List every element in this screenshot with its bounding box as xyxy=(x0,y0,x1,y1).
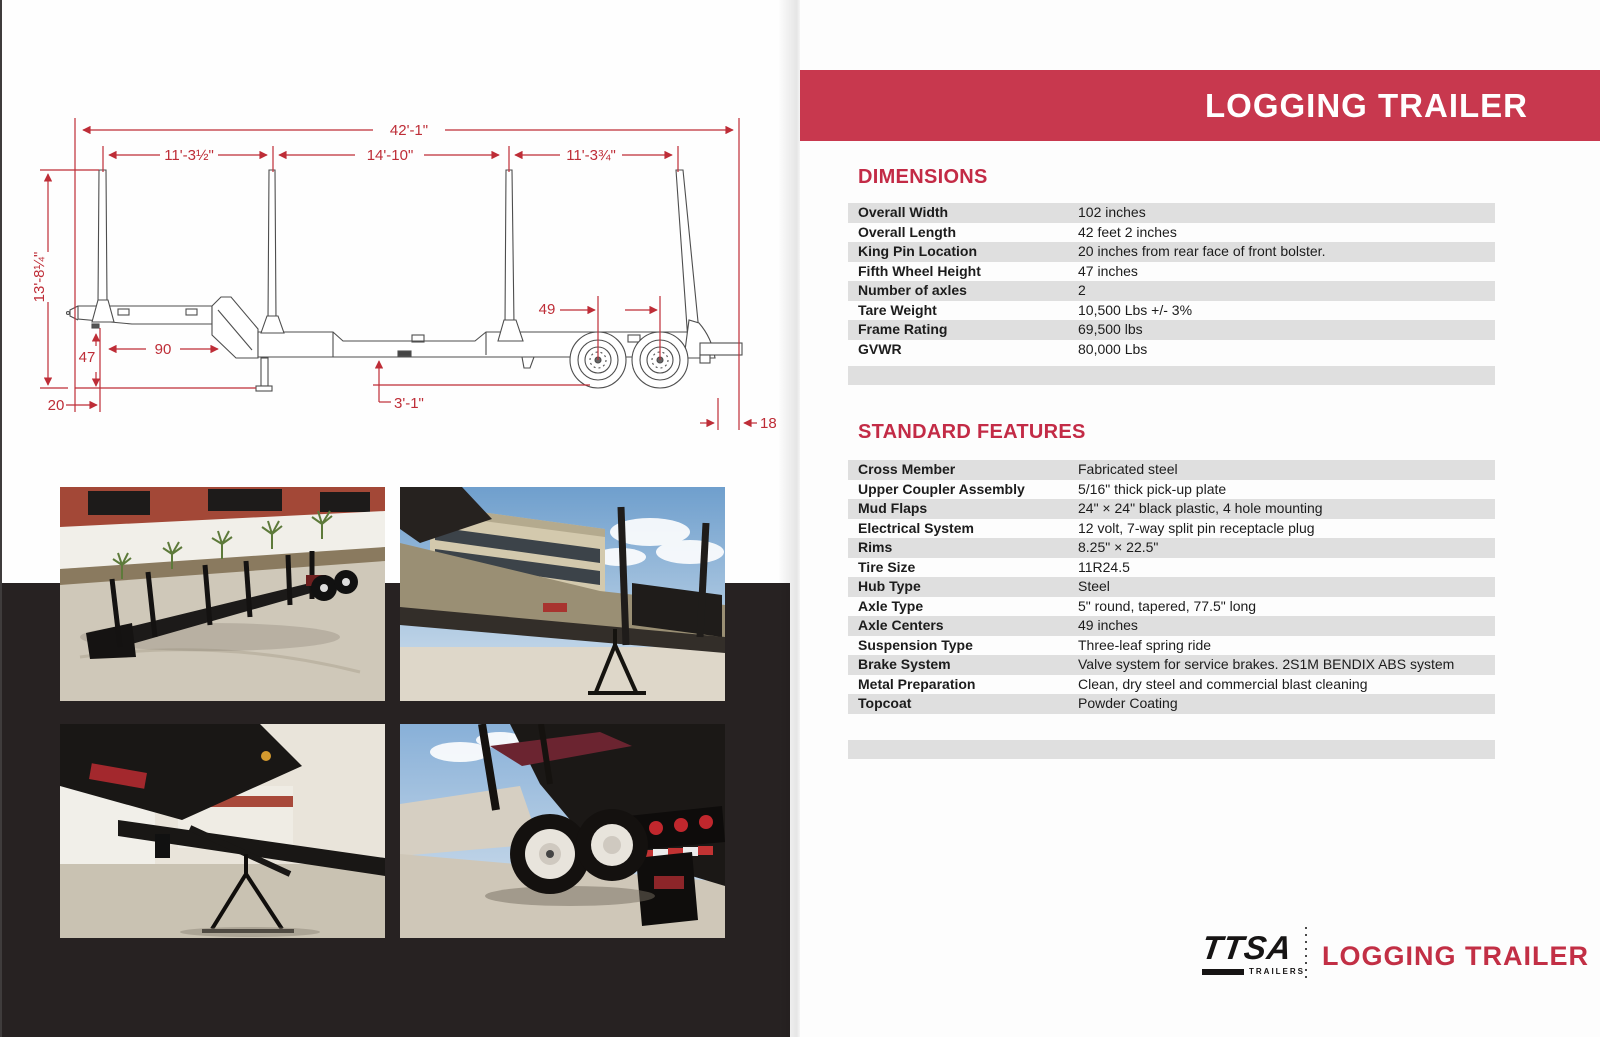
left-page xyxy=(0,0,790,1037)
spec-value: Clean, dry steel and commercial blast cleaning xyxy=(1078,675,1368,692)
table-row xyxy=(848,597,1495,617)
spec-label: Fifth Wheel Height xyxy=(858,262,981,279)
spec-value: Valve system for service brakes. 2S1M BENDIX ABS system xyxy=(1078,656,1455,672)
dim-rear-section: 11'-3¾" xyxy=(566,147,616,164)
page-title: LOGGING TRAILER xyxy=(1205,87,1528,124)
dim-49: 49 xyxy=(538,301,556,318)
spec-label: Overall Length xyxy=(858,223,957,240)
table-row xyxy=(848,558,1495,578)
spec-label: Electrical System xyxy=(858,519,974,536)
spec-label: Tare Weight xyxy=(858,301,937,318)
dim-mid-section: 14'-10" xyxy=(366,147,414,164)
table-row xyxy=(848,460,1495,480)
table-row xyxy=(848,519,1495,539)
spec-value: 49 inches xyxy=(1078,617,1138,633)
spec-label: Axle Centers xyxy=(858,617,944,633)
dimensions-table xyxy=(848,203,1495,359)
table-row xyxy=(848,242,1495,262)
spec-label: Metal Preparation xyxy=(858,675,976,692)
table-row xyxy=(848,675,1495,695)
table-row xyxy=(848,655,1495,675)
table-row xyxy=(848,538,1495,558)
spec-value: 80,000 Lbs xyxy=(1078,340,1148,357)
table-footer-bar xyxy=(848,740,1495,759)
table-row xyxy=(848,499,1495,519)
brand-wordmark: TTSA xyxy=(1199,929,1295,966)
dim-overall-height: 13'-8¼" xyxy=(31,251,48,303)
spec-value: 102 inches xyxy=(1078,204,1146,220)
photo-trailer-gooseneck-closeup xyxy=(60,724,385,938)
page-gutter-shadow xyxy=(778,0,800,1037)
table-row xyxy=(848,480,1495,500)
table-row xyxy=(848,577,1495,597)
photo-trailer-rear-wheels xyxy=(400,724,725,938)
table-row xyxy=(848,223,1495,243)
spec-value: Powder Coating xyxy=(1078,695,1178,711)
spec-value: 69,500 lbs xyxy=(1078,321,1143,337)
dim-overall-length: 42'-1" xyxy=(389,122,429,139)
dotted-divider xyxy=(1305,927,1307,982)
spec-value: Fabricated steel xyxy=(1078,461,1178,477)
spec-label: Suspension Type xyxy=(858,636,973,653)
spec-value: 10,500 Lbs +/- 3% xyxy=(1078,301,1193,318)
spec-label: Topcoat xyxy=(858,695,912,711)
page-edge-line xyxy=(0,0,2,1037)
spec-label: Overall Width xyxy=(858,204,949,220)
photo-trailer-side-low-angle xyxy=(400,487,725,701)
table-row xyxy=(848,616,1495,636)
table-row xyxy=(848,281,1495,301)
footer-product-name: LOGGING TRAILER xyxy=(1322,941,1589,971)
spec-value: 5/16" thick pick-up plate xyxy=(1078,480,1227,497)
features-heading: STANDARD FEATURES xyxy=(858,421,1086,443)
brand-subtitle: TRAILERS xyxy=(1249,967,1305,976)
features-table xyxy=(848,460,1495,714)
spec-value: 11R24.5 xyxy=(1078,558,1130,575)
title-banner xyxy=(800,70,1600,141)
spec-value: 8.25" × 22.5" xyxy=(1078,539,1159,555)
spec-value: 42 feet 2 inches xyxy=(1078,223,1177,240)
dim-front-section: 11'-3½" xyxy=(164,147,214,164)
dim-47: 47 xyxy=(78,349,96,366)
brand-logo xyxy=(1199,929,1305,976)
spec-value: 47 inches xyxy=(1078,262,1138,279)
spec-label: King Pin Location xyxy=(858,243,977,259)
spec-label: Axle Type xyxy=(858,597,924,614)
spec-value: 2 xyxy=(1078,282,1086,298)
dim-18: 18 xyxy=(760,415,777,432)
table-row xyxy=(848,340,1495,360)
spec-label: Rims xyxy=(858,539,893,555)
spec-label: Brake System xyxy=(858,656,951,672)
spec-label: GVWR xyxy=(858,340,902,357)
table-row xyxy=(848,636,1495,656)
table-row xyxy=(848,320,1495,340)
dim-90: 90 xyxy=(154,341,172,358)
spec-value: 20 inches from rear face of front bolster. xyxy=(1078,243,1326,259)
spec-label: Number of axles xyxy=(858,282,967,298)
table-footer-bar xyxy=(848,366,1495,385)
table-row xyxy=(848,262,1495,282)
table-row xyxy=(848,203,1495,223)
spec-value: 12 volt, 7-way split pin receptacle plug xyxy=(1078,519,1315,536)
photo-trailer-three-quarter-view xyxy=(60,487,385,701)
spec-value: 5" round, tapered, 77.5" long xyxy=(1078,597,1257,614)
table-row xyxy=(848,694,1495,714)
spec-label: Mud Flaps xyxy=(858,500,928,516)
dim-20: 20 xyxy=(47,397,65,414)
spec-value: Three-leaf spring ride xyxy=(1078,636,1212,653)
spec-label: Upper Coupler Assembly xyxy=(858,480,1025,497)
spec-label: Hub Type xyxy=(858,578,921,594)
spec-label: Frame Rating xyxy=(858,321,948,337)
right-page xyxy=(800,0,1600,1037)
brand-underline-bar xyxy=(1202,969,1244,975)
dim-deck-height: 3'-1" xyxy=(394,395,424,412)
table-row xyxy=(848,301,1495,321)
trailer-technical-drawing xyxy=(0,0,790,460)
spec-value: Steel xyxy=(1078,578,1110,594)
dimensions-heading: DIMENSIONS xyxy=(858,166,988,188)
spec-label: Tire Size xyxy=(858,558,916,575)
spec-value: 24" × 24" black plastic, 4 hole mounting xyxy=(1078,500,1323,516)
spec-label: Cross Member xyxy=(858,461,956,477)
